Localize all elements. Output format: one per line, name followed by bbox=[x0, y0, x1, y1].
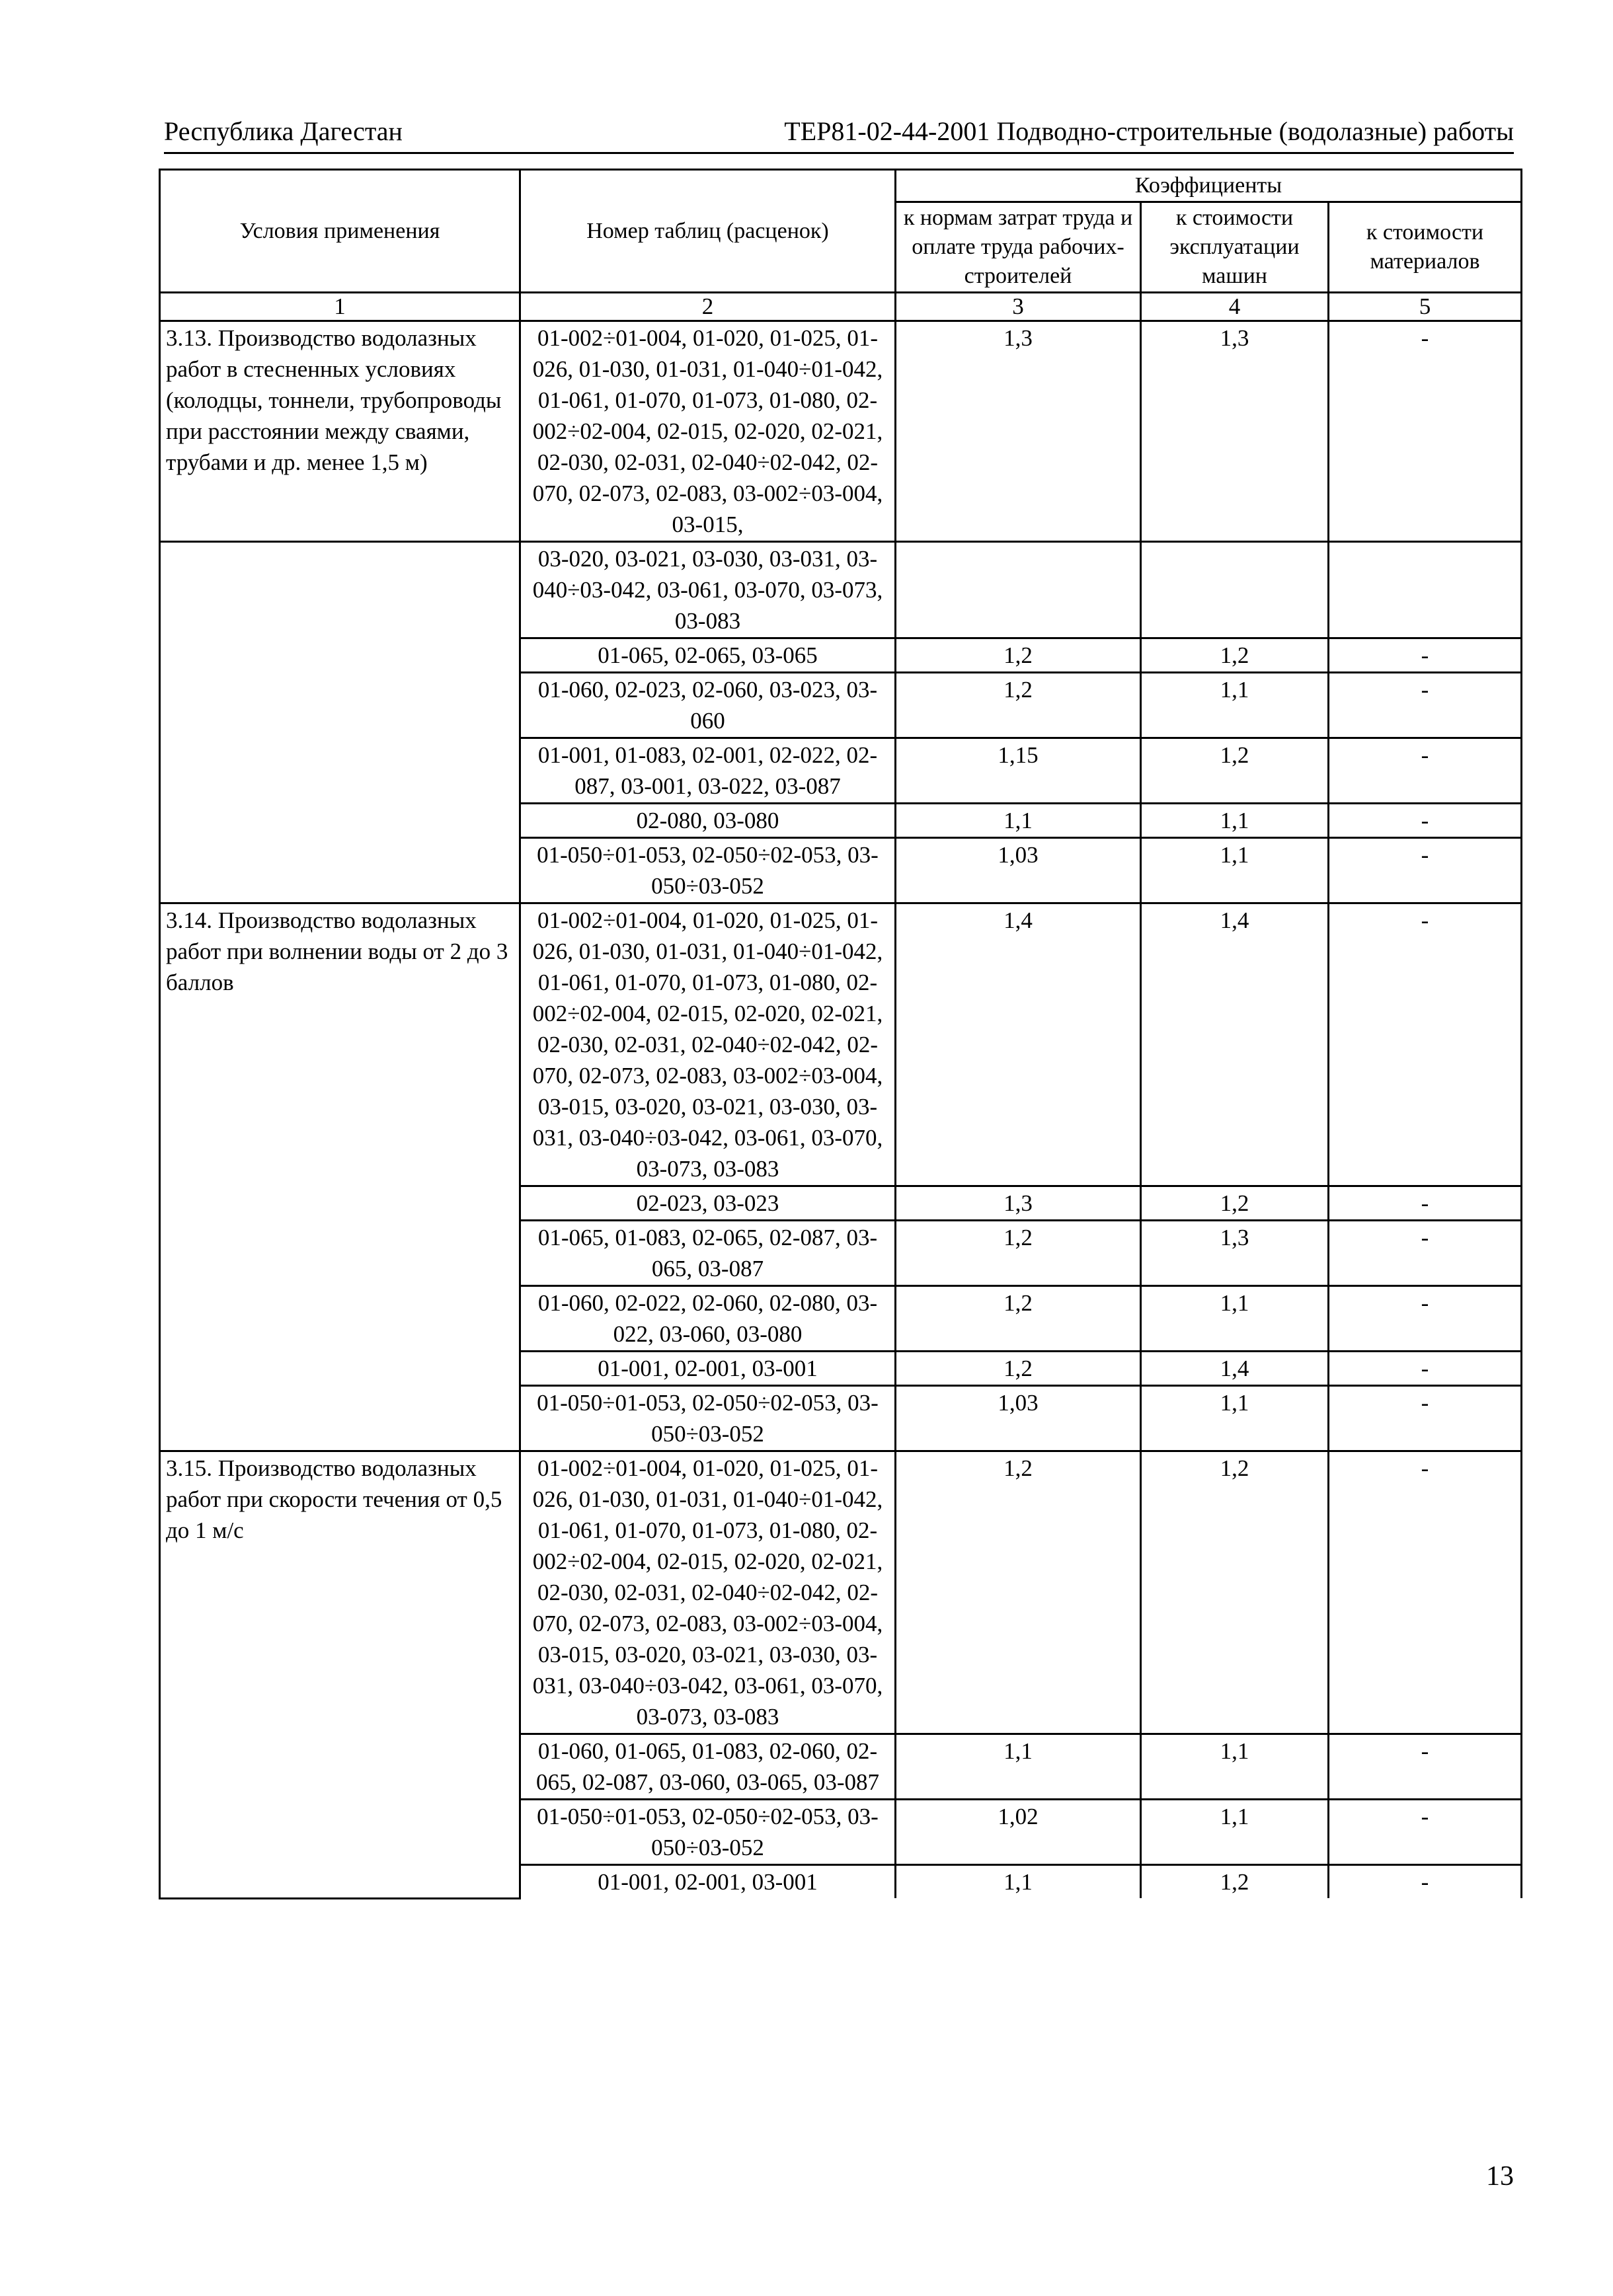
materials-coefficient-cell: - bbox=[1329, 1186, 1522, 1221]
materials-coefficient-cell: - bbox=[1329, 903, 1522, 1186]
machines-coefficient-cell: 1,1 bbox=[1141, 804, 1329, 838]
labor-coefficient-cell: 1,2 bbox=[896, 1221, 1141, 1286]
machines-coefficient-cell bbox=[1141, 542, 1329, 638]
labor-coefficient-cell bbox=[896, 542, 1141, 638]
machines-coefficient-cell: 1,4 bbox=[1141, 1352, 1329, 1386]
labor-coefficient-cell: 1,2 bbox=[896, 1286, 1141, 1352]
table-numbers-cell: 01-002÷01-004, 01-020, 01-025, 01-026, 01-030, 01-031, 01-040÷01-042, 01-061, 01-070, 01-073, 01-080, 02-002÷02-004, 02-015, 02-020, 02-021, 02-030, 02-031, 02-040÷02-042, 02-070, 02-073, 02-083, 03-002÷03-004, 03-015, 03-020, 03-021, 03-030, 03-031, 03-040÷03-042, 03-061, 03-070, 03-073, 03-083 bbox=[520, 903, 896, 1186]
table-row bbox=[160, 903, 1522, 1186]
condition-cell: 3.15. Производство водолазных работ при скорости течения от 0,5 до 1 м/с bbox=[160, 1451, 520, 1899]
machines-coefficient-cell: 1,2 bbox=[1141, 1451, 1329, 1734]
materials-coefficient-cell: - bbox=[1329, 638, 1522, 673]
table-numbers-cell: 02-080, 03-080 bbox=[520, 804, 896, 838]
materials-coefficient-cell: - bbox=[1329, 1221, 1522, 1286]
materials-coefficient-cell: - bbox=[1329, 838, 1522, 903]
coefficients-table bbox=[159, 169, 1522, 1899]
labor-coefficient-cell: 1,3 bbox=[896, 321, 1141, 542]
machines-coefficient-cell: 1,4 bbox=[1141, 903, 1329, 1186]
table-numbers-cell: 02-023, 03-023 bbox=[520, 1186, 896, 1221]
machines-coefficient-cell: 1,2 bbox=[1141, 1186, 1329, 1221]
machines-coefficient-cell: 1,1 bbox=[1141, 673, 1329, 738]
table-body bbox=[160, 293, 1522, 1899]
machines-coefficient-cell: 1,2 bbox=[1141, 1865, 1329, 1899]
labor-coefficient-cell: 1,1 bbox=[896, 804, 1141, 838]
table-row bbox=[160, 321, 1522, 542]
labor-coefficient-cell: 1,03 bbox=[896, 1386, 1141, 1451]
machines-coefficient-cell: 1,2 bbox=[1141, 738, 1329, 804]
machines-coefficient-cell: 1,3 bbox=[1141, 321, 1329, 542]
table-numbers-cell: 01-050÷01-053, 02-050÷02-053, 03-050÷03-052 bbox=[520, 1386, 896, 1451]
labor-coefficient-cell: 1,02 bbox=[896, 1800, 1141, 1865]
table-numbers-cell: 03-020, 03-021, 03-030, 03-031, 03-040÷03-042, 03-061, 03-070, 03-073, 03-083 bbox=[520, 542, 896, 638]
header-document-title: ТЕР81-02-44-2001 Подводно-строительные (водолазные) работы bbox=[784, 116, 1514, 146]
labor-coefficient-cell: 1,15 bbox=[896, 738, 1141, 804]
labor-coefficient-cell: 1,2 bbox=[896, 1451, 1141, 1734]
labor-coefficient-cell: 1,2 bbox=[896, 638, 1141, 673]
materials-coefficient-cell: - bbox=[1329, 804, 1522, 838]
condition-cell bbox=[160, 542, 520, 903]
column-number: 1 bbox=[160, 293, 520, 321]
column-number: 4 bbox=[1141, 293, 1329, 321]
materials-coefficient-cell: - bbox=[1329, 1734, 1522, 1800]
machines-coefficient-cell: 1,1 bbox=[1141, 838, 1329, 903]
labor-coefficient-cell: 1,3 bbox=[896, 1186, 1141, 1221]
materials-coefficient-cell: - bbox=[1329, 738, 1522, 804]
column-numbers-row bbox=[160, 293, 1522, 321]
table-numbers-cell: 01-065, 02-065, 03-065 bbox=[520, 638, 896, 673]
machines-coefficient-cell: 1,2 bbox=[1141, 638, 1329, 673]
header-materials: к стоимости материалов bbox=[1329, 202, 1522, 293]
table-numbers-cell: 01-050÷01-053, 02-050÷02-053, 03-050÷03-052 bbox=[520, 838, 896, 903]
table-numbers-cell: 01-001, 01-083, 02-001, 02-022, 02-087, 03-001, 03-022, 03-087 bbox=[520, 738, 896, 804]
machines-coefficient-cell: 1,1 bbox=[1141, 1734, 1329, 1800]
condition-cell: 3.13. Производство водолазных работ в стесненных условиях (колодцы, тоннели, трубопроводы при расстоянии между сваями, трубами и др. менее 1,5 м) bbox=[160, 321, 520, 542]
table-numbers-cell: 01-002÷01-004, 01-020, 01-025, 01-026, 01-030, 01-031, 01-040÷01-042, 01-061, 01-070, 01-073, 01-080, 02-002÷02-004, 02-015, 02-020, 02-021, 02-030, 02-031, 02-040÷02-042, 02-070, 02-073, 02-083, 03-002÷03-004, 03-015, bbox=[520, 321, 896, 542]
materials-coefficient-cell: - bbox=[1329, 321, 1522, 542]
materials-coefficient-cell: - bbox=[1329, 1800, 1522, 1865]
labor-coefficient-cell: 1,1 bbox=[896, 1734, 1141, 1800]
machines-coefficient-cell: 1,1 bbox=[1141, 1386, 1329, 1451]
machines-coefficient-cell: 1,1 bbox=[1141, 1286, 1329, 1352]
materials-coefficient-cell: - bbox=[1329, 1451, 1522, 1734]
table-numbers-cell: 01-050÷01-053, 02-050÷02-053, 03-050÷03-052 bbox=[520, 1800, 896, 1865]
machines-coefficient-cell: 1,1 bbox=[1141, 1800, 1329, 1865]
labor-coefficient-cell: 1,4 bbox=[896, 903, 1141, 1186]
labor-coefficient-cell: 1,2 bbox=[896, 1352, 1141, 1386]
condition-cell: 3.14. Производство водолазных работ при волнении воды от 2 до 3 баллов bbox=[160, 903, 520, 1451]
table-numbers-cell: 01-065, 01-083, 02-065, 02-087, 03-065, 03-087 bbox=[520, 1221, 896, 1286]
header-machines: к стоимости эксплуатации машин bbox=[1141, 202, 1329, 293]
header-region: Республика Дагестан bbox=[164, 116, 403, 146]
materials-coefficient-cell: - bbox=[1329, 1286, 1522, 1352]
machines-coefficient-cell: 1,3 bbox=[1141, 1221, 1329, 1286]
page-header bbox=[164, 111, 1514, 154]
table-row bbox=[160, 542, 1522, 638]
header-conditions: Условия применения bbox=[160, 170, 520, 293]
column-number: 2 bbox=[520, 293, 896, 321]
materials-coefficient-cell: - bbox=[1329, 1352, 1522, 1386]
labor-coefficient-cell: 1,1 bbox=[896, 1865, 1141, 1899]
materials-coefficient-cell bbox=[1329, 542, 1522, 638]
header-labor: к нормам затрат труда и оплате труда рабочих-строителей bbox=[896, 202, 1141, 293]
labor-coefficient-cell: 1,2 bbox=[896, 673, 1141, 738]
column-number: 3 bbox=[896, 293, 1141, 321]
materials-coefficient-cell: - bbox=[1329, 1865, 1522, 1899]
labor-coefficient-cell: 1,03 bbox=[896, 838, 1141, 903]
page-number: 13 bbox=[1486, 2161, 1514, 2192]
table-numbers-cell: 01-001, 02-001, 03-001 bbox=[520, 1865, 896, 1899]
table-numbers-cell: 01-002÷01-004, 01-020, 01-025, 01-026, 01-030, 01-031, 01-040÷01-042, 01-061, 01-070, 01-073, 01-080, 02-002÷02-004, 02-015, 02-020, 02-021, 02-030, 02-031, 02-040÷02-042, 02-070, 02-073, 02-083, 03-002÷03-004, 03-015, 03-020, 03-021, 03-030, 03-031, 03-040÷03-042, 03-061, 03-070, 03-073, 03-083 bbox=[520, 1451, 896, 1734]
header-coefficients: Коэффициенты bbox=[896, 170, 1522, 202]
table-numbers-cell: 01-060, 02-022, 02-060, 02-080, 03-022, 03-060, 03-080 bbox=[520, 1286, 896, 1352]
table-numbers-cell: 01-060, 01-065, 01-083, 02-060, 02-065, 02-087, 03-060, 03-065, 03-087 bbox=[520, 1734, 896, 1800]
materials-coefficient-cell: - bbox=[1329, 673, 1522, 738]
column-number: 5 bbox=[1329, 293, 1522, 321]
table-row bbox=[160, 1451, 1522, 1734]
table-numbers-cell: 01-001, 02-001, 03-001 bbox=[520, 1352, 896, 1386]
materials-coefficient-cell: - bbox=[1329, 1386, 1522, 1451]
table-numbers-cell: 01-060, 02-023, 02-060, 03-023, 03-060 bbox=[520, 673, 896, 738]
header-table-numbers: Номер таблиц (расценок) bbox=[520, 170, 896, 293]
